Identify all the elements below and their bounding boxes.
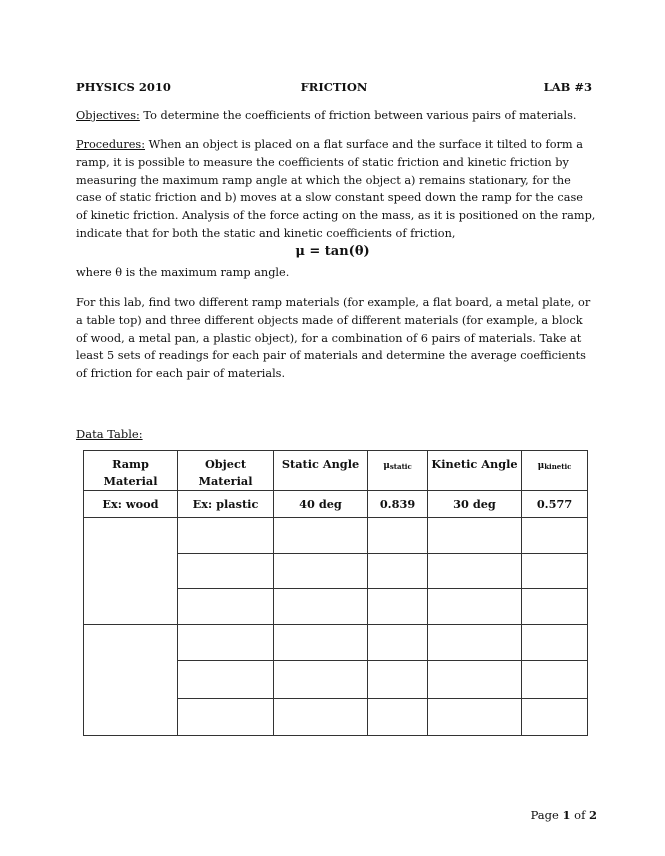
example-ramp: Ex: wood xyxy=(84,491,178,518)
table-cell[interactable] xyxy=(428,554,522,589)
table-cell[interactable] xyxy=(178,589,274,625)
page-number: Page 1 of 2 xyxy=(530,808,597,822)
table-cell[interactable] xyxy=(428,518,522,554)
header-static-angle: Static Angle xyxy=(274,451,368,491)
table-cell[interactable] xyxy=(274,518,368,554)
objectives-label: Objectives: xyxy=(76,109,140,122)
table-cell[interactable] xyxy=(178,625,274,661)
procedures-paragraph xyxy=(76,136,596,243)
table-cell[interactable] xyxy=(274,625,368,661)
ramp-material-cell[interactable] xyxy=(84,625,178,736)
objectives-paragraph xyxy=(76,107,596,125)
instructions-paragraph: For this lab, find two different ramp materials (for example, a flat board, a metal plate, or a table top) and three different objects made of different materials (for example, a block of wood, a metal pan, a plastic object), for a combination of 6 pairs of materials. Take at least 5 sets of readings for each pair of materials and determine the average coefficients of friction for each pair of materials. xyxy=(76,296,591,381)
example-object: Ex: plastic xyxy=(178,491,274,518)
table-cell[interactable] xyxy=(428,661,522,699)
data-table-label: Data Table: xyxy=(76,427,143,441)
example-row xyxy=(84,491,588,518)
table-cell[interactable] xyxy=(368,518,428,554)
friction-formula: μ = tan(θ) xyxy=(295,244,370,259)
objectives-text: To determine the coefficients of friction between various pairs of materials. xyxy=(139,109,577,122)
table-cell[interactable] xyxy=(368,554,428,589)
table-cell[interactable] xyxy=(522,518,588,554)
data-table xyxy=(83,450,588,736)
table-header-row xyxy=(84,451,588,491)
table-cell[interactable] xyxy=(368,589,428,625)
table-cell[interactable] xyxy=(368,625,428,661)
table-cell[interactable] xyxy=(274,589,368,625)
header-mu-kinetic: $\mu_{kinetic}$ xyxy=(522,451,588,491)
table-cell[interactable] xyxy=(178,699,274,736)
table-cell[interactable] xyxy=(368,699,428,736)
table-row xyxy=(84,518,588,554)
example-mu-static: 0.839 xyxy=(368,491,428,518)
table-cell[interactable] xyxy=(274,554,368,589)
example-static-angle: 40 deg xyxy=(274,491,368,518)
ramp-material-cell[interactable] xyxy=(84,518,178,625)
lab-topic: FRICTION xyxy=(300,80,368,94)
table-cell[interactable] xyxy=(368,661,428,699)
table-cell[interactable] xyxy=(522,625,588,661)
header-object-material: Object Material xyxy=(178,451,274,491)
table-cell[interactable] xyxy=(522,699,588,736)
course-title: PHYSICS 2010 xyxy=(76,80,171,94)
procedures-label: Procedures: xyxy=(76,138,146,151)
table-cell[interactable] xyxy=(428,589,522,625)
table-row xyxy=(84,625,588,661)
header-kinetic-angle: Kinetic Angle xyxy=(428,451,522,491)
table-cell[interactable] xyxy=(522,554,588,589)
table-cell[interactable] xyxy=(428,625,522,661)
example-mu-kinetic: 0.577 xyxy=(522,491,588,518)
table-cell[interactable] xyxy=(274,699,368,736)
page-header xyxy=(76,80,592,96)
table-cell[interactable] xyxy=(178,518,274,554)
table-cell[interactable] xyxy=(522,661,588,699)
table-cell[interactable] xyxy=(178,554,274,589)
procedures-text: When an object is placed on a flat surface and the surface it tilted to form a ramp, it is possible to measure the coefficients of static friction and kinetic friction by measuring the maximum ramp angle at which the object a) remains stationary, for the case of static friction and b) moves at a slow constant speed down the ramp for the case of kinetic friction. Analysis of the force acting on the mass, as it is positioned on the ramp, indicate that for both the static and kinetic coefficients of friction, xyxy=(76,138,596,240)
where-text: where θ is the maximum ramp angle. xyxy=(76,266,290,279)
table-cell[interactable] xyxy=(428,699,522,736)
example-kinetic-angle: 30 deg xyxy=(428,491,522,518)
table-cell[interactable] xyxy=(178,661,274,699)
header-ramp-material: Ramp Material xyxy=(84,451,178,491)
header-mu-static: $\mu_{static}$ xyxy=(368,451,428,491)
table-cell[interactable] xyxy=(274,661,368,699)
lab-number: LAB #3 xyxy=(543,80,592,94)
table-cell[interactable] xyxy=(522,589,588,625)
